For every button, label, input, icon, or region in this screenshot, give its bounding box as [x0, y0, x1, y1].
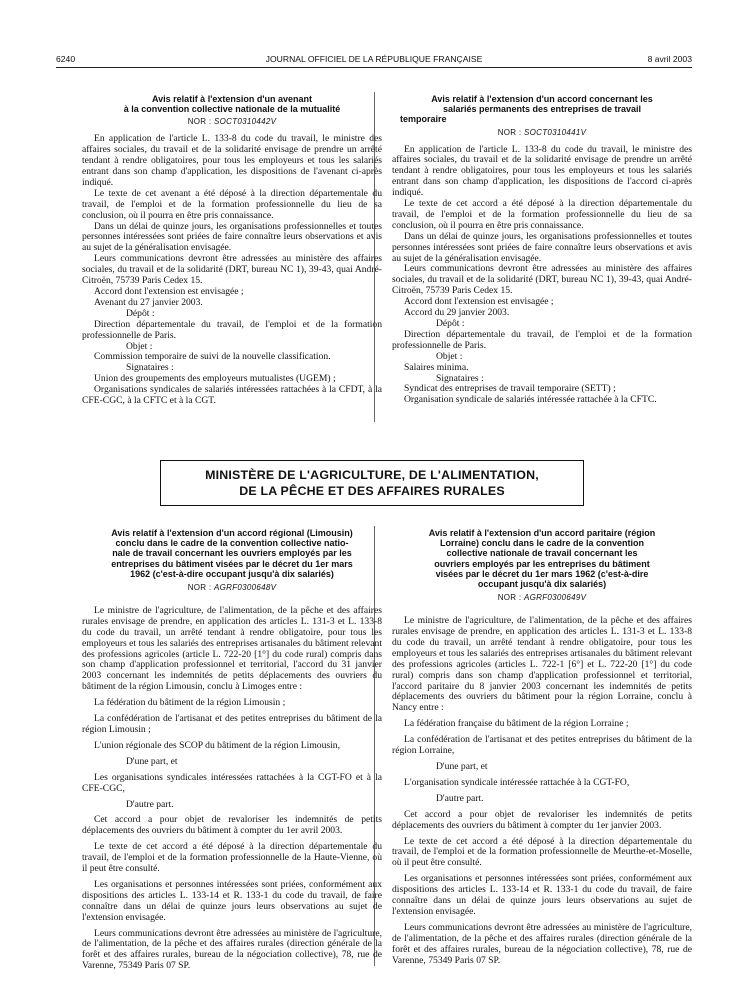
- dune-part: D'une part, et: [126, 755, 178, 767]
- paragraph: Le texte de cet accord a été déposé à la direction départementale du travail, de l'emploi et de la formation professionnelle de Meurthe-et-Moselle, où il peut être consulté.: [392, 835, 692, 869]
- party: La fédération du bâtiment de la région Limousin ;: [94, 697, 286, 709]
- party: Les organisations syndicales intéressées rattachées à la CGT-FO et à la CFE-CGC,: [82, 771, 382, 794]
- paragraph: Leurs communications devront être adressées au ministère des affaires sociales, du travail et de la solidarité (DRT, bureau NC 1), 39-43, quai André-Citroën, 75739 Paris Cedex 15.: [392, 263, 692, 297]
- journal-title: JOURNAL OFFICIEL DE LA RÉPUBLIQUE FRANÇAISE: [265, 54, 483, 64]
- paragraph: Cet accord a pour objet de revaloriser les indemnités de petits déplacements des ouvriers du bâtiment à compter du 1er avril 2003.: [82, 814, 382, 837]
- page-header: [56, 53, 692, 65]
- depot-value: Direction départementale du travail, de l'emploi et de la formation professionnelle de Paris.: [392, 328, 692, 351]
- signataire: Syndicat des entreprises de travail temporaire (SETT) ;: [404, 383, 616, 395]
- nor-reference: NOR : SOCT0310442V: [187, 117, 277, 127]
- party: La fédération française du bâtiment de la région Lorraine ;: [404, 718, 629, 730]
- depot-label: Dépôt :: [126, 307, 155, 319]
- depot-value: Direction départementale du travail, de l'emploi et de la formation professionnelle de Paris.: [82, 318, 382, 341]
- notice-title: Avis relatif à l'extension d'un accord concernant les salariés permanents des entreprises de travail temporaire: [400, 94, 653, 125]
- header-rule: [56, 67, 692, 68]
- dautre-part: D'autre part.: [436, 792, 484, 804]
- nor-reference: NOR : AGRF0300648V: [187, 583, 277, 593]
- notice-limousin: [82, 528, 382, 977]
- paragraph: Le texte de cet accord a été déposé à la direction départementale du travail, de l'emploi et de la formation professionnelle du lieu de sa conclusion, où il pourra en être pris connaissance.: [392, 198, 692, 231]
- signataire: Organisations syndicales de salariés intéressées rattachées à la CFDT, à la CFE-CGC, à la CFTC et à la CGT.: [82, 384, 382, 407]
- notice-mutualite: [82, 94, 382, 407]
- nor-reference: NOR : SOCT0310441V: [497, 127, 587, 137]
- paragraph: Les organisations et personnes intéressées sont priées, conformément aux dispositions des articles L. 133-14 et R. 133-1 du code du travail, de faire connaître dans un délai de quinze jours leurs observations au sujet de l'extension envisagée.: [392, 873, 692, 917]
- paragraph: Les organisations et personnes intéressées sont priées, conformément aux dispositions des articles L. 133-14 et R. 133-1 du code du travail, de faire connaître dans un délai de quinze jours leurs observations au sujet de l'extension envisagée.: [82, 878, 382, 923]
- paragraph: Le ministre de l'agriculture, de l'alimentation, de la pêche et des affaires rurales envisage de prendre, en application des articles L. 131-3 et L. 133-8 du code du travail, un arrêté tendant à rendre obligatoire, pour tous les employeurs et tous les salariés des entreprises artisanales du bâtiment relevant des professions agricoles (articles L. 722-1 [6°] et L. 722-20 [1°] du code rural) compris dans son champ d'application professionnel et territorial, l'accord paritaire du 8 janvier 2003 concernant les indemnités de petits déplacements des ouvriers du bâtiment pour la région Lorraine, conclu à Nancy entre :: [392, 615, 692, 714]
- signataire: Organisation syndicale de salariés intéressée rattachée à la CFTC.: [404, 394, 657, 406]
- notice-title: Avis relatif à l'extension d'un accord paritaire (région Lorraine) conclu dans le cadre de la convention collective nationale de travail concernant les ouvriers employés par les entreprises du bâtiment visées par le décret du 1er mars 1962 (c'est-à-dire occupant jusqu'à dix salariés): [428, 528, 656, 590]
- paragraph: Le ministre de l'agriculture, de l'alimentation, de la pêche et des affaires rurales envisage de prendre, en application des articles L. 131-3 et L. 133-8 du code du travail, un arrêté tendant à rendre obligatoire, pour tous les employeurs et tous les salariés des entreprises artisanales du bâtiment relevant des professions agricoles (article L. 722-20 [1°] du code rural) compris dans son champ d'application professionnel et territorial, l'accord du 31 janvier 2003 concernant les indemnités de petits déplacements des ouvriers du bâtiment de la région Limousin, conclu à Limoges entre :: [82, 604, 382, 693]
- dune-part: D'une part, et: [436, 761, 488, 772]
- accord-value: Accord du 29 janvier 2003.: [404, 307, 510, 319]
- paragraph: Le texte de cet accord a été déposé à la direction départementale du travail, de l'emploi et de la formation professionnelle de la Haute-Vienne, où il peut être consulté.: [82, 841, 382, 875]
- paragraph: En application de l'article L. 133-8 du code du travail, le ministre des affaires sociales, du travail et de la solidarité envisage de prendre un arrêté tendant à rendre obligatoires, pour tous les employeurs et tous les salariés entrant dans son champ d'application, les dispositions de l'avenant ci-après indiqué.: [82, 133, 382, 188]
- notice-lorraine: [392, 528, 692, 972]
- accord-label: Accord dont l'extension est envisagée ;: [404, 296, 554, 308]
- ministry-line-2: DE LA PÊCHE ET DES AFFAIRES RURALES: [239, 484, 505, 498]
- paragraph: Cet accord a pour objet de revaloriser les indemnités de petits déplacements des ouvriers du bâtiment à compter du 1er janvier 2003.: [392, 808, 692, 831]
- party: La confédération de l'artisanat et des petites entreprises du bâtiment de la région Limousin ;: [82, 713, 382, 735]
- objet-label: Objet :: [126, 340, 153, 352]
- nor-reference: NOR : AGRF0300649V: [497, 593, 587, 603]
- page-number: 6240: [56, 54, 76, 64]
- notice-title: Avis relatif à l'extension d'un accord régional (Limousin) conclu dans le cadre de la convention collective natio- nale de travail concernant les ouvriers employés par les entreprises du bâtiment visées par le décret du 1er mars 1962 (c'est-à-dire occupant jusqu'à dix salariés): [111, 528, 353, 579]
- notice-travail-temporaire: [392, 94, 692, 406]
- ministry-line-1: MINISTÈRE DE L'AGRICULTURE, DE L'ALIMENTATION,: [205, 468, 539, 482]
- paragraph: Leurs communications devront être adressées au ministère des affaires sociales, du travail et de la solidarité (DRT, bureau NC 1), 39-43, quai André-Citroën, 75739 Paris Cedex 15.: [82, 253, 382, 287]
- paragraph: Leurs communications devront être adressées au ministère de l'agriculture, de l'alimentation, de la pêche et des affaires rurales (direction générale de la forêt et des affaires rurales, bureau de la négociation collective), 78, rue de Varenne, 75349 Paris 07 SP.: [82, 927, 382, 972]
- paragraph: En application de l'article L. 133-8 du code du travail, le ministre des affaires sociales, du travail et de la solidarité envisage de prendre un arrêté tendant à rendre obligatoires, pour tous les employeurs et tous les salariés entrant dans son champ d'application, les dispositions de l'accord ci-après indiqué.: [392, 143, 692, 199]
- paragraph: Dans un délai de quinze jours, les organisations professionnelles et toutes personnes intéressées sont priées de faire connaître leurs observations et avis au sujet de la généralisation envisagée.: [392, 230, 692, 264]
- party: La confédération de l'artisanat et des petites entreprises du bâtiment de la région Lorraine,: [392, 734, 692, 757]
- objet-label: Objet :: [436, 350, 463, 362]
- party: L'union régionale des SCOP du bâtiment de la région Limousin,: [94, 739, 340, 751]
- depot-label: Dépôt :: [436, 318, 465, 330]
- ministry-heading-box: [160, 460, 584, 506]
- signataires-label: Signataires :: [436, 372, 484, 384]
- paragraph: Dans un délai de quinze jours, les organisations professionnelles et toutes personnes intéressées sont priées de faire connaître leurs observations et avis au sujet de la généralisation envisagée.: [82, 220, 382, 254]
- notice-title: Avis relatif à l'extension d'un avenant à la convention collective nationale de la mutualité: [123, 94, 341, 115]
- signataires-label: Signataires :: [126, 362, 174, 374]
- objet-value: Commission temporaire de suivi de la nouvelle classification.: [94, 351, 331, 363]
- objet-value: Salaires minima.: [404, 361, 469, 373]
- issue-date: 8 avril 2003: [647, 54, 692, 64]
- paragraph: Leurs communications devront être adressées au ministère de l'agriculture, de l'alimentation, de la pêche et des affaires rurales (direction générale de la forêt et des affaires rurales, bureau de la négociation collective), 78, rue de Varenne, 75349 Paris 07 SP.: [392, 921, 692, 966]
- accord-label: Accord dont l'extension est envisagée ;: [94, 286, 244, 297]
- party: L'organisation syndicale intéressée rattachée à la CGT-FO,: [404, 776, 630, 788]
- dautre-part: D'autre part.: [126, 798, 174, 810]
- signataire: Union des groupements des employeurs mutualistes (UGEM) ;: [94, 373, 336, 385]
- paragraph: Le texte de cet avenant a été déposé à la direction départementale du travail, de l'emploi et de la formation professionnelle du lieu de sa conclusion, où il pourra en être pris connaissance.: [82, 187, 382, 221]
- accord-value: Avenant du 27 janvier 2003.: [94, 296, 203, 308]
